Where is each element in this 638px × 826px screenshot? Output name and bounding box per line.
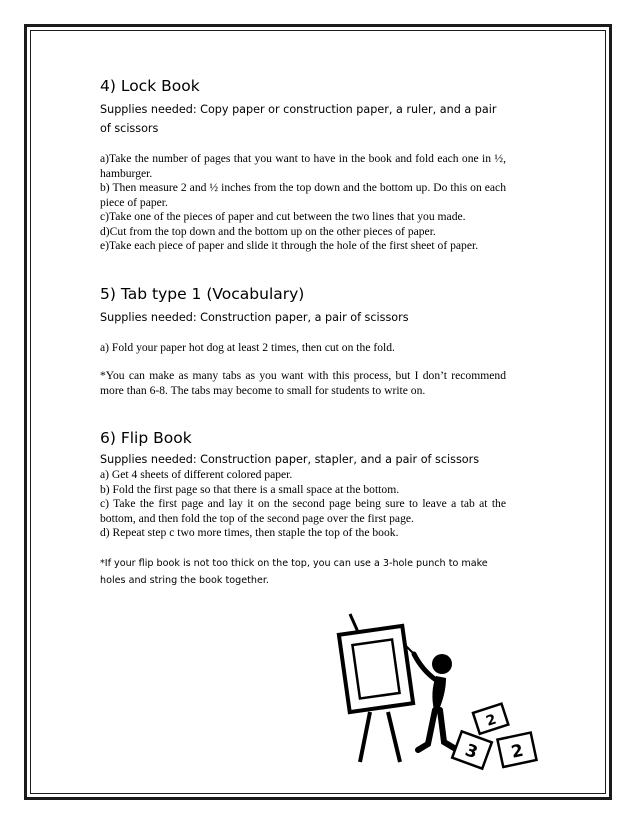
step-text: a) Fold your paper hot dog at least 2 times, then cut on the fold. <box>100 340 395 354</box>
step-text: a) Get 4 sheets of different colored paper. <box>100 468 293 481</box>
section-lock-book <box>100 76 506 254</box>
step-text: b) Fold the first page so that there is a small space at the bottom. <box>100 482 400 496</box>
card-number: 2 <box>484 711 499 730</box>
step-text: c) Take the first page and lay it on the second page being sure to leave a tab at the bottom, and then fold the top of the second page over the first page. <box>100 497 506 525</box>
supplies-line: Supplies needed: Construction paper, a pair of scissors <box>100 310 409 324</box>
step-text: a)Take the number of pages that you want to have in the book and fold each one in ½, hamburger. <box>100 152 506 180</box>
easel-leg <box>388 712 400 762</box>
step-text: b) Then measure 2 and ½ inches from the top down and the bottom up. Do this on each piece of paper. <box>100 181 506 209</box>
note-text: *You can make as many tabs as you want with this process, but I don’t recommend more than 6-8. The tabs may become to small for students to write on. <box>100 369 506 397</box>
easel-leg <box>350 614 358 632</box>
card-number: 3 <box>462 740 481 764</box>
card-number: 2 <box>509 740 526 763</box>
step-text: c)Take one of the pieces of paper and cut between the two lines that you made. <box>100 210 466 223</box>
section-heading: 4) Lock Book <box>100 77 200 95</box>
section-heading: 5) Tab type 1 (Vocabulary) <box>100 284 305 303</box>
document-body <box>100 76 506 589</box>
note-text: *If your flip book is not too thick on the top, you can use a 3-hole punch to make holes and string the book together. <box>100 557 488 586</box>
painter-head <box>432 654 452 674</box>
section-heading: 6) Flip Book <box>100 429 192 447</box>
step-text: e)Take each piece of paper and slide it through the hole of the first sheet of paper. <box>100 239 479 252</box>
section-tab-type-1 <box>100 284 506 399</box>
number-card <box>473 704 508 734</box>
step-text: d)Cut from the top down and the bottom up on the other pieces of paper. <box>100 224 436 238</box>
painter-at-easel-icon <box>330 612 550 780</box>
canvas-inner <box>352 639 399 698</box>
number-card <box>497 733 536 767</box>
section-flip-book <box>100 428 506 589</box>
step-text: d) Repeat step c two more times, then staple the top of the book. <box>100 526 399 539</box>
number-card <box>452 731 492 768</box>
painter-leg <box>440 710 454 748</box>
easel-leg <box>360 712 370 762</box>
supplies-line: Supplies needed: Copy paper or construction paper, a ruler, and a pair of scissors <box>100 103 497 135</box>
supplies-line: Supplies needed: Construction paper, stapler, and a pair of scissors <box>100 453 480 466</box>
painter-leg <box>418 710 435 750</box>
